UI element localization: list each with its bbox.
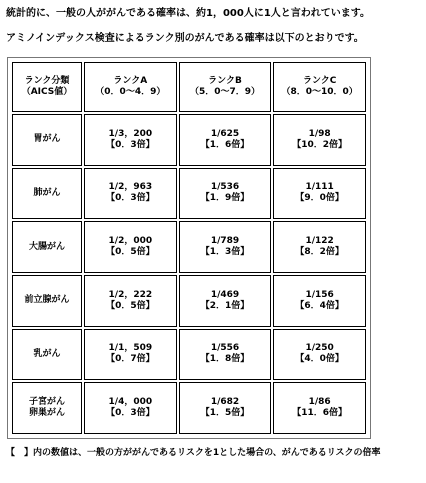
header-category-label: ランク分類 xyxy=(24,76,70,86)
probability-value: 1/4，000 xyxy=(108,397,153,408)
probability-value: 1/3，200 xyxy=(108,128,153,139)
ratio-value: 【8．2倍】 xyxy=(295,247,344,258)
table-cell xyxy=(84,329,177,381)
probability-value: 1/1，509 xyxy=(108,343,153,354)
header-category-sub: （AICS値） xyxy=(21,87,73,97)
ratio-value: 【0．7倍】 xyxy=(106,354,155,365)
table-cell xyxy=(273,275,366,327)
table-cell xyxy=(84,221,177,273)
row-label xyxy=(12,221,82,273)
probability-value: 1/625 xyxy=(210,128,240,139)
ratio-value: 【1．9倍】 xyxy=(200,193,250,204)
ratio-value: 【0．5倍】 xyxy=(106,300,155,311)
table-cell xyxy=(179,168,272,220)
probability-value: 1/2，000 xyxy=(108,236,153,247)
table-row xyxy=(12,275,366,327)
row-label-text-2: 卵巣がん xyxy=(28,408,65,419)
row-label-text: 乳がん xyxy=(33,348,61,359)
ratio-value: 【9．0倍】 xyxy=(295,193,344,204)
table-cell xyxy=(273,329,366,381)
probability-value: 1/250 xyxy=(305,343,334,354)
table-cell xyxy=(273,382,366,434)
ratio-value: 【0．3倍】 xyxy=(106,139,155,150)
header-rank-a-label: ランクA xyxy=(113,76,148,86)
table-row xyxy=(12,382,366,434)
ratio-value: 【1．6倍】 xyxy=(200,139,250,150)
row-label xyxy=(12,168,82,220)
probability-value: 1/469 xyxy=(210,289,240,300)
ratio-value: 【1．5倍】 xyxy=(200,408,250,419)
row-label xyxy=(12,275,82,327)
table-row xyxy=(12,329,366,381)
probability-value: 1/98 xyxy=(308,128,331,139)
table-cell xyxy=(84,382,177,434)
ratio-value: 【11．6倍】 xyxy=(292,408,348,419)
ratio-value: 【0．3倍】 xyxy=(106,408,155,419)
table-cell xyxy=(84,114,177,166)
risk-table-frame xyxy=(7,57,371,439)
header-rank-c-range: （8．0〜10．0） xyxy=(281,87,358,97)
table-cell xyxy=(179,382,272,434)
table-cell xyxy=(179,221,272,273)
table-cell xyxy=(273,221,366,273)
header-cell-rank-b xyxy=(179,62,272,112)
intro-line-2: アミノインデックス検査によるランク別のがんである確率は以下のとおりです。 xyxy=(6,33,364,44)
table-row xyxy=(12,221,366,273)
risk-table xyxy=(10,60,368,436)
probability-value: 1/2，222 xyxy=(108,289,153,300)
intro-line-1: 統計的に、一般の人ががんである確率は、約1，000人に1人と言われています。 xyxy=(6,8,370,19)
ratio-value: 【1．8倍】 xyxy=(200,354,250,365)
row-label-text: 大腸がん xyxy=(28,241,65,252)
table-row xyxy=(12,114,366,166)
row-label-text: 肺がん xyxy=(33,187,61,198)
ratio-value: 【10．2倍】 xyxy=(292,139,348,150)
table-cell xyxy=(84,275,177,327)
table-header-row xyxy=(12,62,366,112)
probability-value: 1/156 xyxy=(305,289,334,300)
table-cell xyxy=(179,329,272,381)
header-rank-c-label: ランクC xyxy=(302,76,337,86)
ratio-value: 【0．3倍】 xyxy=(106,193,155,204)
probability-value: 1/111 xyxy=(305,182,334,193)
ratio-value: 【0．5倍】 xyxy=(106,247,155,258)
ratio-value: 【4．0倍】 xyxy=(295,354,344,365)
header-cell-rank-a xyxy=(84,62,177,112)
table-cell xyxy=(179,275,272,327)
row-label-text: 子宮がん xyxy=(28,397,65,408)
ratio-value: 【2．1倍】 xyxy=(200,300,250,311)
header-rank-b-label: ランクB xyxy=(208,76,242,86)
table-cell xyxy=(84,168,177,220)
header-rank-b-range: （5．0〜7．9） xyxy=(189,87,261,97)
probability-value: 1/556 xyxy=(210,343,240,354)
probability-value: 1/682 xyxy=(210,397,240,408)
probability-value: 1/86 xyxy=(308,397,331,408)
row-label-text: 胃がん xyxy=(33,134,61,145)
row-label xyxy=(12,114,82,166)
table-cell xyxy=(273,114,366,166)
probability-value: 1/2，963 xyxy=(108,182,153,193)
table-cell xyxy=(273,168,366,220)
probability-value: 1/789 xyxy=(210,236,240,247)
probability-value: 1/536 xyxy=(210,182,240,193)
header-cell-category xyxy=(12,62,82,112)
table-row xyxy=(12,168,366,220)
footnote: 【 】内の数値は、一般の方ががんであるリスクを1とした場合の、がんであるリスクの倍率 xyxy=(6,448,381,458)
ratio-value: 【1．3倍】 xyxy=(200,247,250,258)
ratio-value: 【6．4倍】 xyxy=(295,300,344,311)
row-label xyxy=(12,382,82,434)
row-label xyxy=(12,329,82,381)
table-cell xyxy=(179,114,272,166)
header-rank-a-range: （0．0〜4．9） xyxy=(95,87,166,97)
row-label-text: 前立腺がん xyxy=(24,295,70,306)
probability-value: 1/122 xyxy=(305,236,334,247)
header-cell-rank-c xyxy=(273,62,366,112)
